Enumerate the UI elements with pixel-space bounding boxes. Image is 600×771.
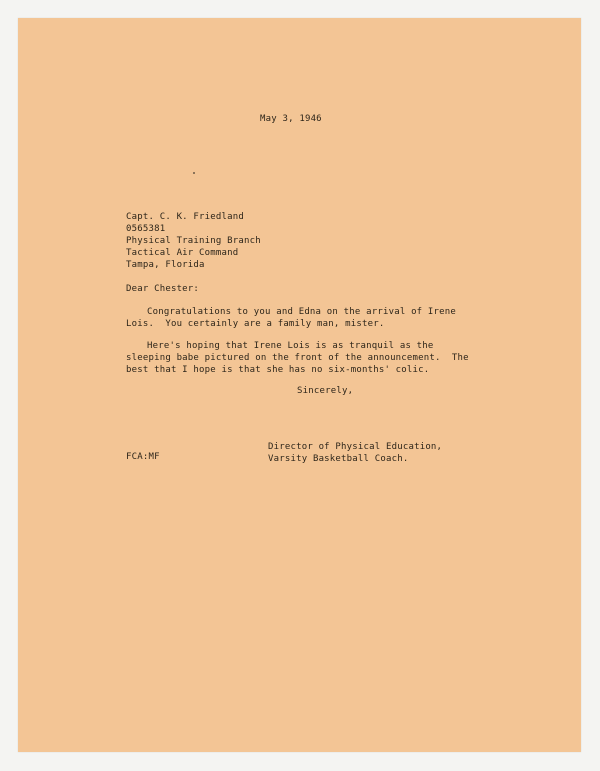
signature-line: Director of Physical Education, <box>268 442 443 452</box>
address-line: Physical Training Branch <box>126 236 261 246</box>
body-line: Here's hoping that Irene Lois is as tranquil as the <box>147 341 434 351</box>
signature-line: Varsity Basketball Coach. <box>268 454 409 464</box>
closing: Sincerely, <box>297 386 354 396</box>
address-line: Tampa, Florida <box>126 260 205 270</box>
letter-date: May 3, 1946 <box>260 114 322 124</box>
body-line: best that I hope is that she has no six-months' colic. <box>126 365 430 375</box>
address-line: Tactical Air Command <box>126 248 239 258</box>
address-line: 0565381 <box>126 224 166 234</box>
typist-initials: FCA:MF <box>126 452 160 462</box>
salutation: Dear Chester: <box>126 284 200 294</box>
address-line: Capt. C. K. Friedland <box>126 212 244 222</box>
body-line: Lois. You certainly are a family man, mister. <box>126 319 385 329</box>
body-line: Congratulations to you and Edna on the arrival of Irene <box>147 307 457 317</box>
body-line: sleeping babe pictured on the front of the announcement. The <box>126 353 469 363</box>
paper-speck <box>193 172 195 174</box>
